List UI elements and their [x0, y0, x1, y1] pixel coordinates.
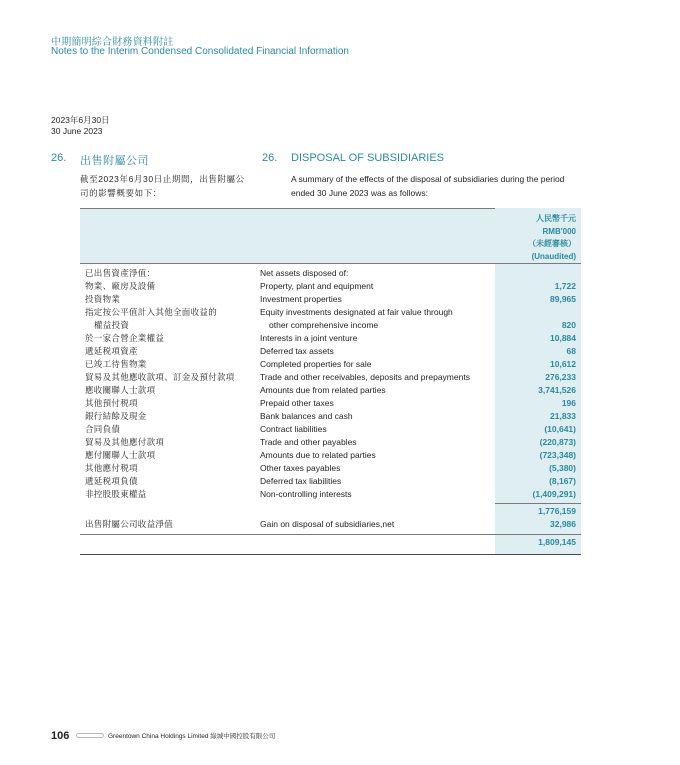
gain-value: 32,986 — [550, 519, 576, 529]
table-row — [80, 345, 581, 358]
table-row — [80, 410, 581, 423]
row-label-zh: 投資物業 — [85, 294, 121, 304]
row-label-zh: 已出售資產淨值： — [85, 268, 156, 278]
total-rule — [80, 534, 581, 535]
section-title-zh: 出售附屬公司 — [80, 155, 149, 167]
row-label-en: Amounts due from related parties — [260, 385, 386, 395]
table-row — [80, 267, 581, 280]
row-label-zh: 於一家合營企業權益 — [85, 333, 165, 343]
table-row — [80, 397, 581, 410]
table-rows — [80, 267, 581, 549]
row-value: 276,233 — [545, 372, 576, 382]
row-label-en: Amounts due to related parties — [260, 450, 376, 460]
row-value: 820 — [561, 320, 576, 330]
row-label-zh: 物業、廠房及設備 — [85, 281, 156, 291]
table-row — [80, 358, 581, 371]
row-value: 196 — [561, 398, 576, 408]
row-value: (723,348) — [539, 450, 576, 460]
row-label-zh: 其他應付税項 — [85, 463, 138, 473]
row-label-en: Net assets disposed of: — [260, 268, 349, 278]
table-row — [80, 449, 581, 462]
column-header-currency-zh: 人民幣千元 — [536, 214, 576, 223]
gain-label-zh: 出售附屬公司收益淨值 — [85, 519, 174, 529]
row-label-zh: 權益投資 — [94, 320, 130, 330]
row-value: (8,167) — [549, 476, 576, 486]
column-header-currency-en: RMB'000 — [542, 226, 576, 236]
row-label-en: Non-controlling interests — [260, 489, 352, 499]
section-number-zh: 26. — [51, 152, 67, 164]
row-label-en: Completed properties for sale — [260, 359, 372, 369]
running-header-en: Notes to the Interim Condensed Consolidated Financial Information — [51, 46, 349, 57]
page-number: 106 — [51, 730, 70, 742]
subtotal-rule — [495, 503, 581, 504]
table-row — [80, 332, 581, 345]
gain-row — [80, 518, 581, 531]
disposal-table — [80, 208, 581, 546]
table-row — [80, 384, 581, 397]
row-label-en: Interests in a joint venture — [260, 333, 358, 343]
total-row — [80, 536, 581, 549]
row-value: 10,612 — [550, 359, 576, 369]
row-label-zh: 合同負債 — [85, 424, 121, 434]
header-rule — [80, 263, 581, 264]
table-row — [80, 293, 581, 306]
table-row — [80, 319, 581, 332]
row-label-zh: 非控股股東權益 — [85, 489, 147, 499]
row-label-en: Prepaid other taxes — [260, 398, 334, 408]
column-header — [528, 213, 576, 263]
row-label-en: Trade and other receivables, deposits and prepayments — [260, 372, 470, 382]
running-header-zh: 中期簡明綜合財務資料附註 — [51, 37, 174, 48]
row-value: 68 — [566, 346, 576, 356]
gain-label-en: Gain on disposal of subsidiaries,net — [260, 519, 395, 529]
row-value: (220,873) — [539, 437, 576, 447]
footer-decoration — [76, 733, 104, 738]
row-label-zh: 遞延税項負債 — [85, 476, 138, 486]
intro-text-en: A summary of the effects of the disposal of subsidiaries during the period ended 30 June 2023 was as follows: — [291, 174, 565, 198]
date-zh: 2023年6月30日 — [51, 115, 110, 125]
row-label-zh: 銀行結餘及現金 — [85, 411, 147, 421]
row-value: (5,380) — [549, 463, 576, 473]
row-label-en: Bank balances and cash — [260, 411, 353, 421]
table-row — [80, 280, 581, 293]
row-value: 3,741,526 — [538, 385, 576, 395]
table-row — [80, 371, 581, 384]
column-header-audit-zh: （未經審核） — [528, 239, 576, 248]
total-value: 1,809,145 — [538, 537, 576, 547]
row-label-en: Other taxes payables — [260, 463, 341, 473]
column-header-audit-en: (Unaudited) — [531, 251, 576, 261]
section-number-en: 26. — [262, 152, 278, 164]
table-row — [80, 475, 581, 488]
row-label-zh: 貿易及其他應收款項、訂金及預付款項 — [85, 372, 235, 382]
row-value: 10,884 — [550, 333, 576, 343]
row-label-en: Contract liabilities — [260, 424, 327, 434]
row-value: 1,722 — [554, 281, 576, 291]
row-label-en: Property, plant and equipment — [260, 281, 374, 291]
date-en: 30 June 2023 — [51, 126, 103, 136]
table-row — [80, 462, 581, 475]
row-label-zh: 應收關聯人士款項 — [85, 385, 156, 395]
row-label-en: Equity investments designated at fair value through — [260, 307, 453, 317]
row-label-en: Deferred tax assets — [260, 346, 334, 356]
row-value: (1,409,291) — [532, 489, 576, 499]
row-label-en: Deferred tax liabilities — [260, 476, 342, 486]
table-row — [80, 423, 581, 436]
section-title-en: DISPOSAL OF SUBSIDIARIES — [291, 152, 445, 164]
row-label-zh: 遞延税項資產 — [85, 346, 138, 356]
table-row — [80, 306, 581, 319]
row-label-en: Investment properties — [260, 294, 342, 304]
row-label-zh: 其他預付税項 — [85, 398, 138, 408]
row-label-zh: 貿易及其他應付款項 — [85, 437, 165, 447]
row-value: 89,965 — [550, 294, 576, 304]
table-row — [80, 488, 581, 501]
footer-company: Greentown China Holdings Limited 綠城中國控股有限公司 — [108, 733, 276, 740]
row-label-zh: 指定按公平值計入其他全面收益的 — [85, 307, 218, 317]
table-row — [80, 436, 581, 449]
row-value: (10,641) — [544, 424, 576, 434]
subtotal-row — [80, 505, 581, 518]
row-label-zh: 已竣工待售物業 — [85, 359, 147, 369]
row-label-en: Trade and other payables — [260, 437, 357, 447]
row-value: 21,833 — [550, 411, 576, 421]
subtotal-value: 1,776,159 — [538, 506, 576, 516]
intro-text-zh: 截至2023年6月30日止期間，出售附屬公司的影響概要如下： — [80, 174, 245, 198]
row-label-en: other comprehensive income — [269, 320, 379, 330]
table-bottom-rule — [80, 554, 581, 555]
row-label-zh: 應付關聯人士款項 — [85, 450, 156, 460]
